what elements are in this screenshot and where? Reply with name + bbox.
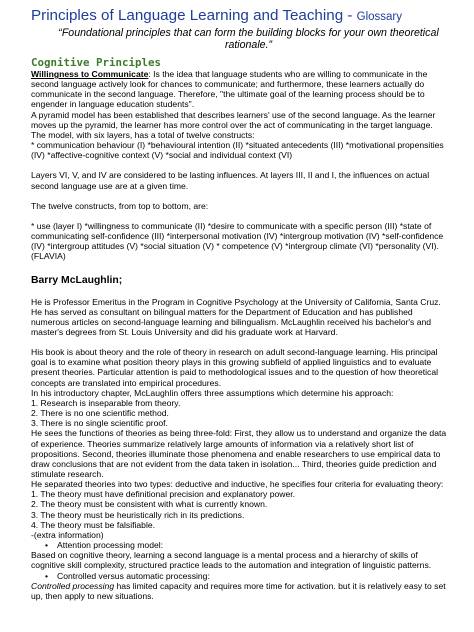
person-heading: Barry McLaughlin; bbox=[31, 274, 123, 286]
assumption-item: 1. Research is inseparable from theory. bbox=[31, 397, 181, 408]
controlled-term: Controlled processing bbox=[31, 580, 115, 591]
bullet-attention-model: • Attention processing model: bbox=[57, 540, 448, 550]
title-main: Principles of Language Learning and Teaching - bbox=[31, 7, 357, 24]
spacer bbox=[31, 160, 448, 170]
mclaughlin-functions: He sees the functions of theories as being three-fold: First, they allow us to understand and organize the data of experience. Theories summarize relatively large amounts of information via a relatively short list of propositions. Second, theories illuminate those phenomena and enable researchers to use empirical data to draw conclusions that are not evident from the data taken in isolation... Third, theories guide prediction and stimulate research. bbox=[31, 428, 447, 479]
attention-text: Based on cognitive theory, learning a second language is a mental process and a hierarchy of skills of cognitive skill complexity, structured practice leads to the automation and integration of linguistic patterns. bbox=[31, 550, 432, 571]
wtc-term: Willingness to Communicate bbox=[31, 69, 149, 79]
wtc-definition bbox=[31, 69, 448, 110]
spacer bbox=[31, 211, 448, 221]
bullet-list bbox=[31, 540, 448, 550]
mclaughlin-types: He separated theories into two types: deductive and inductive, he specifies four criteria for evaluating theory: bbox=[31, 479, 444, 490]
controlled-text: has limited capacity and requires more time for activation. but it is relatively easy to set up, then apply to new situations. bbox=[31, 580, 446, 601]
controlled-paragraph bbox=[31, 581, 448, 601]
wtc-twelve-intro: The twelve constructs, from top to bottom, are: bbox=[31, 200, 209, 211]
wtc-pyramid: A pyramid model has been established that describes learners' use of the second language. As the learner moves up the pyramid, the learner has more control over the act of communicating in the target language. bbox=[31, 109, 436, 130]
wtc-model-list: * communication behaviour (I) *behavioural intention (II) *situated antecedents (III) *motivational propensities (IV) *affective-cognitive context (V) *social and individual context (VI) bbox=[31, 140, 444, 161]
bullet-list bbox=[31, 571, 448, 581]
assumption-item: 3. There is no single scientific proof. bbox=[31, 418, 168, 429]
mclaughlin-intro: In his introductory chapter, McLaughlin offers three assumptions which determine his approach: bbox=[31, 387, 394, 398]
spacer bbox=[31, 337, 448, 347]
criteria-item: 1. The theory must have definitional precision and explanatory power. bbox=[31, 489, 296, 500]
epigraph-quote: “Foundational principles that can form the building blocks for your own theoretical rationale.” bbox=[58, 27, 439, 51]
assumption-item: 2. There is no one scientific method. bbox=[31, 408, 169, 419]
wtc-definition-text: : Is the idea that language students who are willing to communicate in the second language actively look for chances to communicate; and furthermore, these learners actually do communicate in the second language. Therefore, "the ultimate goal of the learning process should be to engender in language education students". bbox=[31, 69, 428, 110]
criteria-item: 3. The theory must be heuristically rich in its predictions. bbox=[31, 509, 245, 520]
spacer bbox=[31, 191, 448, 201]
mclaughlin-bio: He is Professor Emeritus in the Program in Cognitive Psychology at the University of California, Santa Cruz. He has served as consultant on bilingual matters for the Department of Education and has published numerous articles on second-language learning and bilingualism. McLaughlin received his bachelor's and master's degrees from St. Louis University and did his graduate work at Harvard. bbox=[31, 296, 441, 337]
mclaughlin-book: His book is about theory and the role of theory in research on adult second-language learning. His principal goal is to examine what position theory plays in this growing subfield of applied linguistics and to evaluate present theories. Particular attention is paid to methodological issues and to the question of how theoretical concepts are translated into empirical procedures. bbox=[31, 347, 439, 388]
title-glossary: Glossary bbox=[356, 11, 403, 23]
criteria-item: 2. The theory must be consistent with what is currently known. bbox=[31, 499, 268, 510]
page-title bbox=[31, 7, 448, 26]
wtc-twelve-list: * use (layer I) *willingness to communicate (II) *desire to communicate with a specific person (III) *state of communicating self-confidence (III) *interpersonal motivation (IV) *intergroup motivation (IV) *self-confidence (IV) *intergroup attitudes (V) *social situation (V) * competence (V) *intergroup climate (VI) *personality (VI). (FLAVIA) bbox=[31, 220, 444, 262]
criteria-item: 4. The theory must be falsifiable. bbox=[31, 519, 156, 530]
wtc-layers: Layers VI, V, and IV are considered to be lasting influences. At layers III, II and I, the influences on actual second language use are at a given time. bbox=[31, 170, 430, 191]
extra-info-note: -(extra information) bbox=[31, 529, 104, 540]
section-heading: Cognitive Principles bbox=[31, 56, 162, 69]
bullet-controlled-processing: • Controlled versus automatic processing: bbox=[57, 571, 448, 581]
wtc-model-intro: The model, with six layers, has a total of twelve constructs: bbox=[31, 129, 255, 140]
